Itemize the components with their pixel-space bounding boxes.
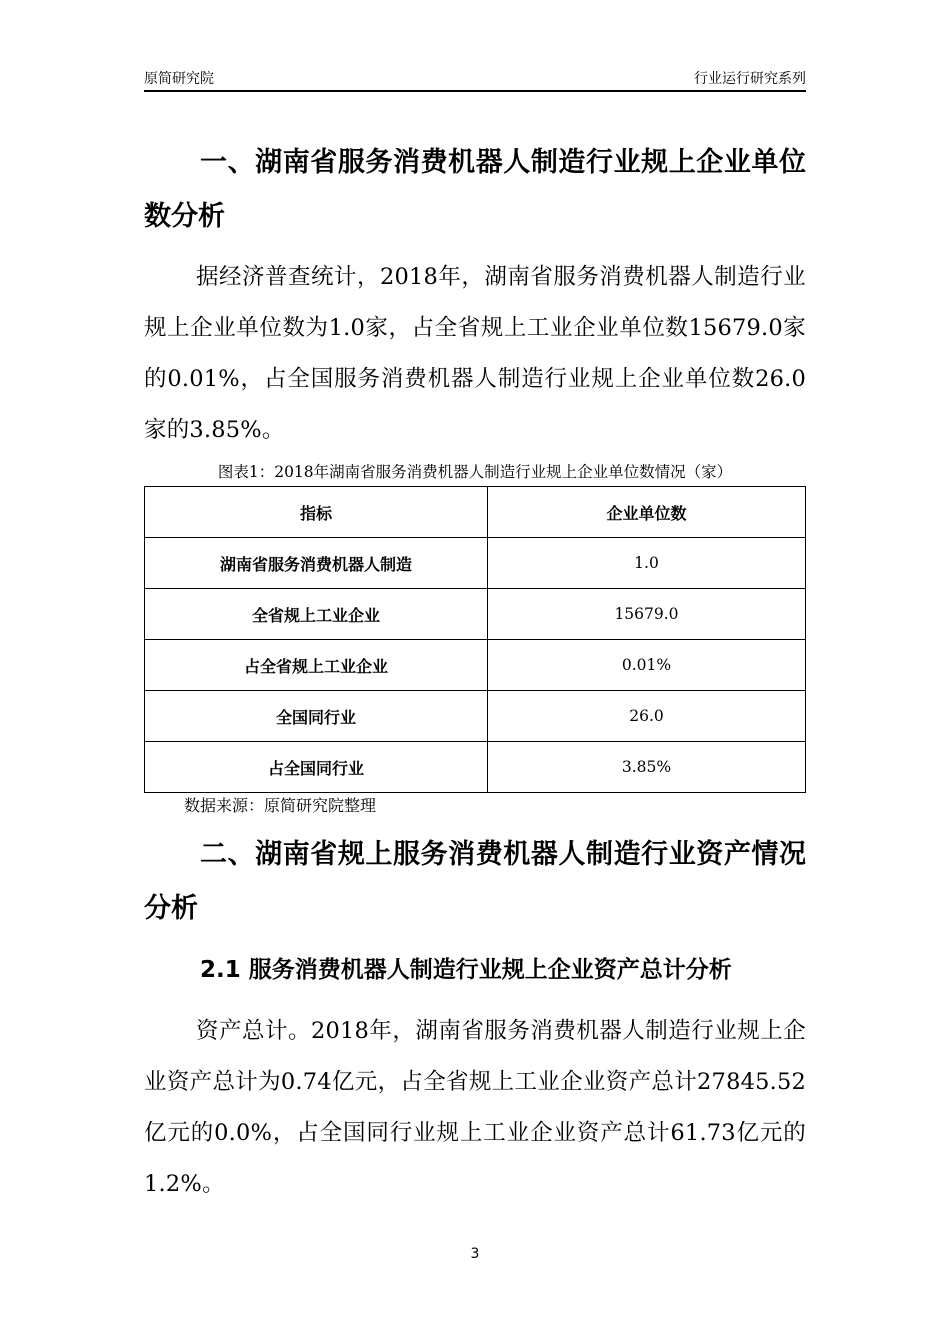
table-row bbox=[145, 691, 806, 742]
page-number: 3 bbox=[470, 1246, 480, 1262]
table1-source-note: 数据来源：原简研究院整理 bbox=[184, 796, 377, 815]
row-label: 全国同行业 bbox=[145, 691, 488, 742]
section1-paragraph: 据经济普查统计，2018年，湖南省服务消费机器人制造行业规上企业单位数为1.0家，占全省规上工业企业单位数15679.0家的0.01%，占全国服务消费机器人制造行业规上企业单位数26.0家的3.85%。 bbox=[144, 264, 806, 443]
enterprise-count-table bbox=[144, 486, 806, 793]
table-row bbox=[145, 742, 806, 793]
column-header-count: 企业单位数 bbox=[488, 487, 806, 538]
row-value: 3.85% bbox=[488, 742, 806, 793]
row-value: 15679.0 bbox=[488, 589, 806, 640]
table-header-row bbox=[145, 487, 806, 538]
page-header bbox=[144, 68, 806, 92]
row-value: 1.0 bbox=[488, 538, 806, 589]
table1-caption: 图表1：2018年湖南省服务消费机器人制造行业规上企业单位数情况（家） bbox=[217, 463, 733, 481]
column-header-indicator: 指标 bbox=[145, 487, 488, 538]
table-row bbox=[145, 538, 806, 589]
table-row bbox=[145, 640, 806, 691]
row-label: 全省规上工业企业 bbox=[145, 589, 488, 640]
row-value: 26.0 bbox=[488, 691, 806, 742]
header-org-name: 原简研究院 bbox=[144, 71, 214, 87]
section2-subheading: 2.1 服务消费机器人制造行业规上企业资产总计分析 bbox=[200, 957, 732, 983]
section2-heading: 二、湖南省规上服务消费机器人制造行业资产情况分析 bbox=[144, 839, 806, 924]
table-row bbox=[145, 589, 806, 640]
header-series-name: 行业运行研究系列 bbox=[694, 71, 806, 87]
section1-heading: 一、湖南省服务消费机器人制造行业规上企业单位数分析 bbox=[144, 147, 806, 232]
row-label: 占全省规上工业企业 bbox=[145, 640, 488, 691]
row-label: 占全国同行业 bbox=[145, 742, 488, 793]
row-value: 0.01% bbox=[488, 640, 806, 691]
row-label: 湖南省服务消费机器人制造 bbox=[145, 538, 488, 589]
section2-paragraph: 资产总计。2018年，湖南省服务消费机器人制造行业规上企业资产总计为0.74亿元，占全省规上工业企业资产总计27845.52亿元的0.0%，占全国同行业规上工业企业资产总计61.73亿元的1.2%。 bbox=[144, 1018, 806, 1197]
